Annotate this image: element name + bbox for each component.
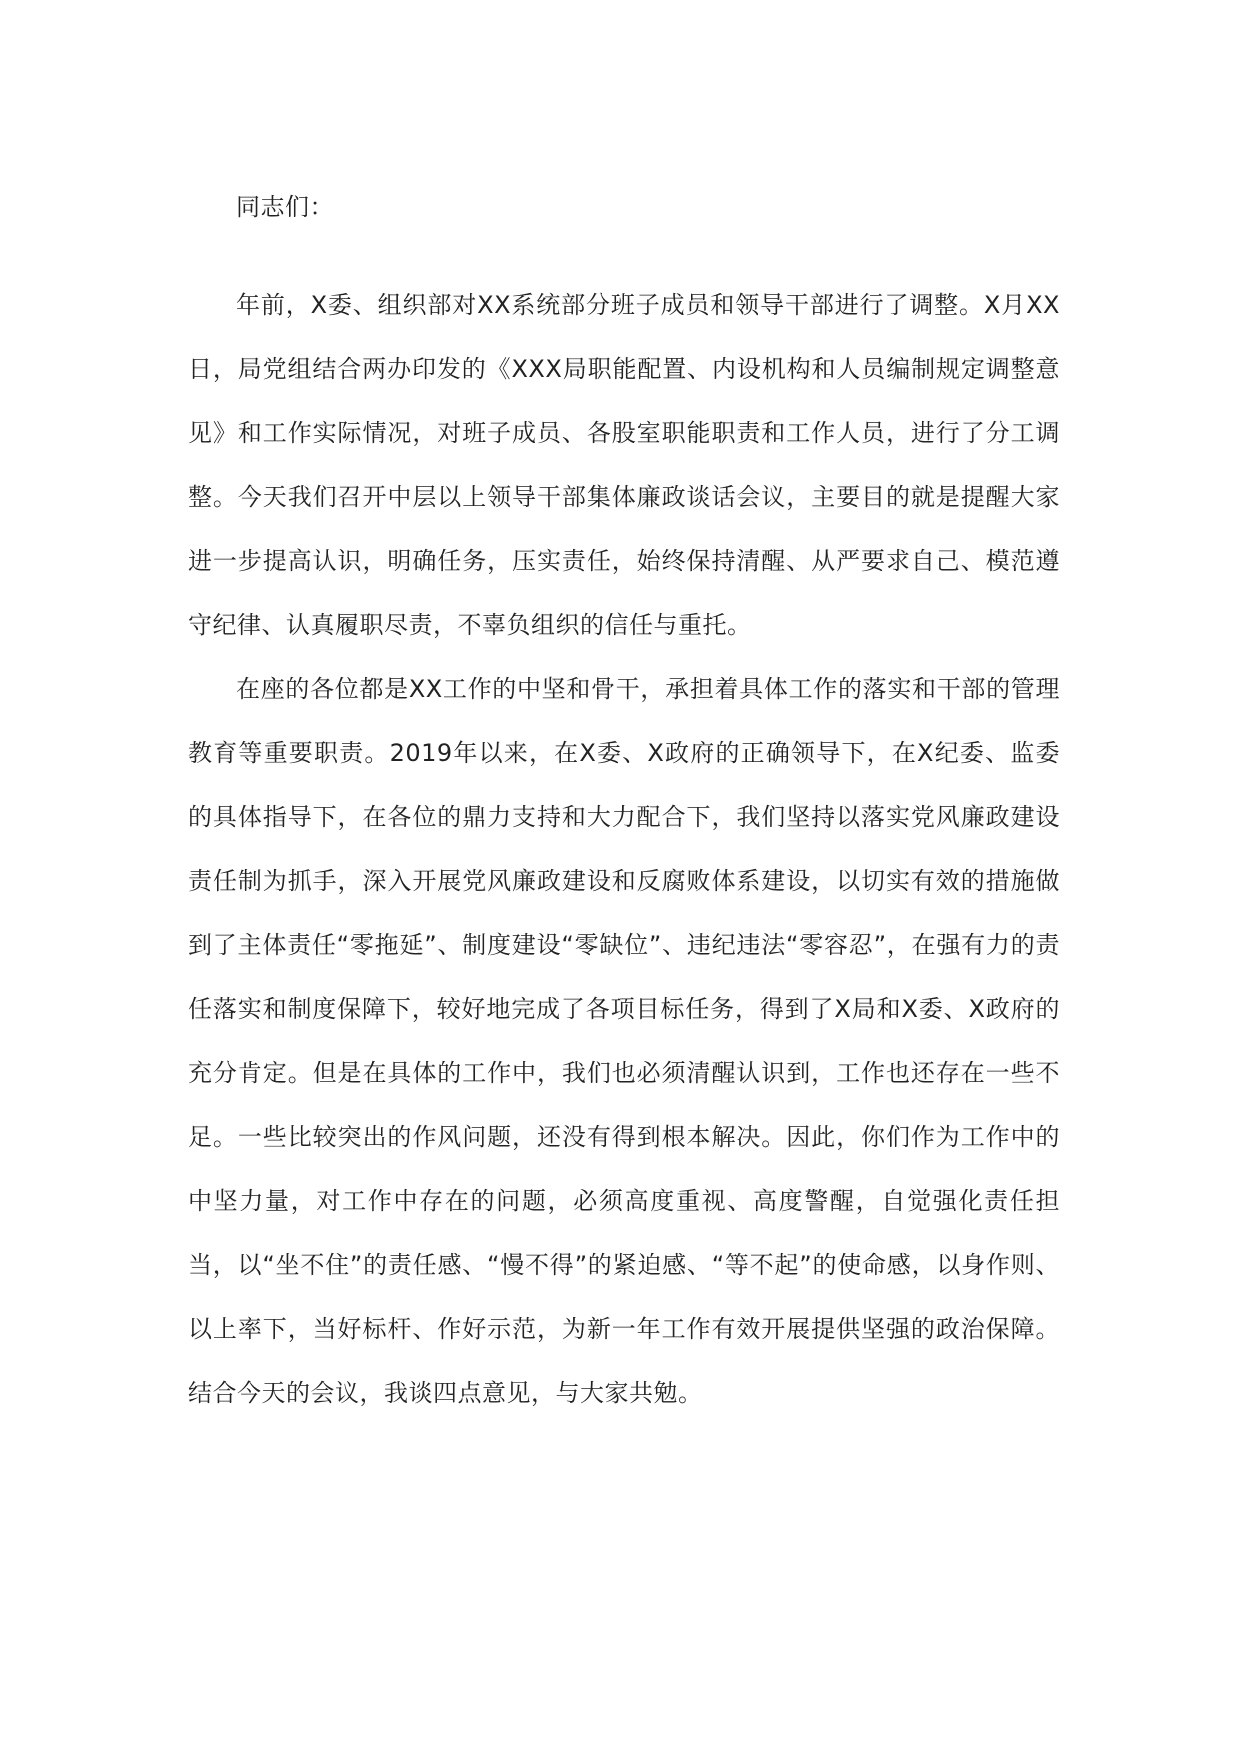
paragraph-1: 年前，X委、组织部对XX系统部分班子成员和领导干部进行了调整。X月XX日，局党组结合两办印发的《XXX局职能配置、内设机构和人员编制规定调整意见》和工作实际情况，对班子成员、各股室职能职责和工作人员，进行了分工调整。今天我们召开中层以上领导干部集体廉政谈话会议，主要目的就是提醒大家进一步提高认识，明确任务，压实责任，始终保持清醒、从严要求自己、模范遵守纪律、认真履职尽责，不辜负组织的信任与重托。 xyxy=(188,291,1060,639)
paragraph-2: 在座的各位都是XX工作的中坚和骨干，承担着具体工作的落实和干部的管理教育等重要职责。2019年以来，在X委、X政府的正确领导下，在X纪委、监委的具体指导下，在各位的鼎力支持和大力配合下，我们坚持以落实党风廉政建设责任制为抓手，深入开展党风廉政建设和反腐败体系建设，以切实有效的措施做到了主体责任“零拖延”、制度建设“零缺位”、违纪违法“零容忍”，在强有力的责任落实和制度保障下，较好地完成了各项目标任务，得到了X局和X委、X政府的充分肯定。但是在具体的工作中，我们也必须清醒认识到，工作也还存在一些不足。一些比较突出的作风问题，还没有得到根本解决。因此，你们作为工作中的中坚力量，对工作中存在的问题，必须高度重视、高度警醒，自觉强化责任担当，以“坐不住”的责任感、“慢不得”的紧迫感、“等不起”的使命感，以身作则、以上率下，当好标杆、作好示范，为新一年工作有效开展提供坚强的政治保障。结合今天的会议，我谈四点意见，与大家共勉。 xyxy=(188,675,1060,1407)
salutation: 同志们： xyxy=(236,193,334,221)
document-body xyxy=(188,175,1060,1425)
spacer xyxy=(188,239,1060,273)
